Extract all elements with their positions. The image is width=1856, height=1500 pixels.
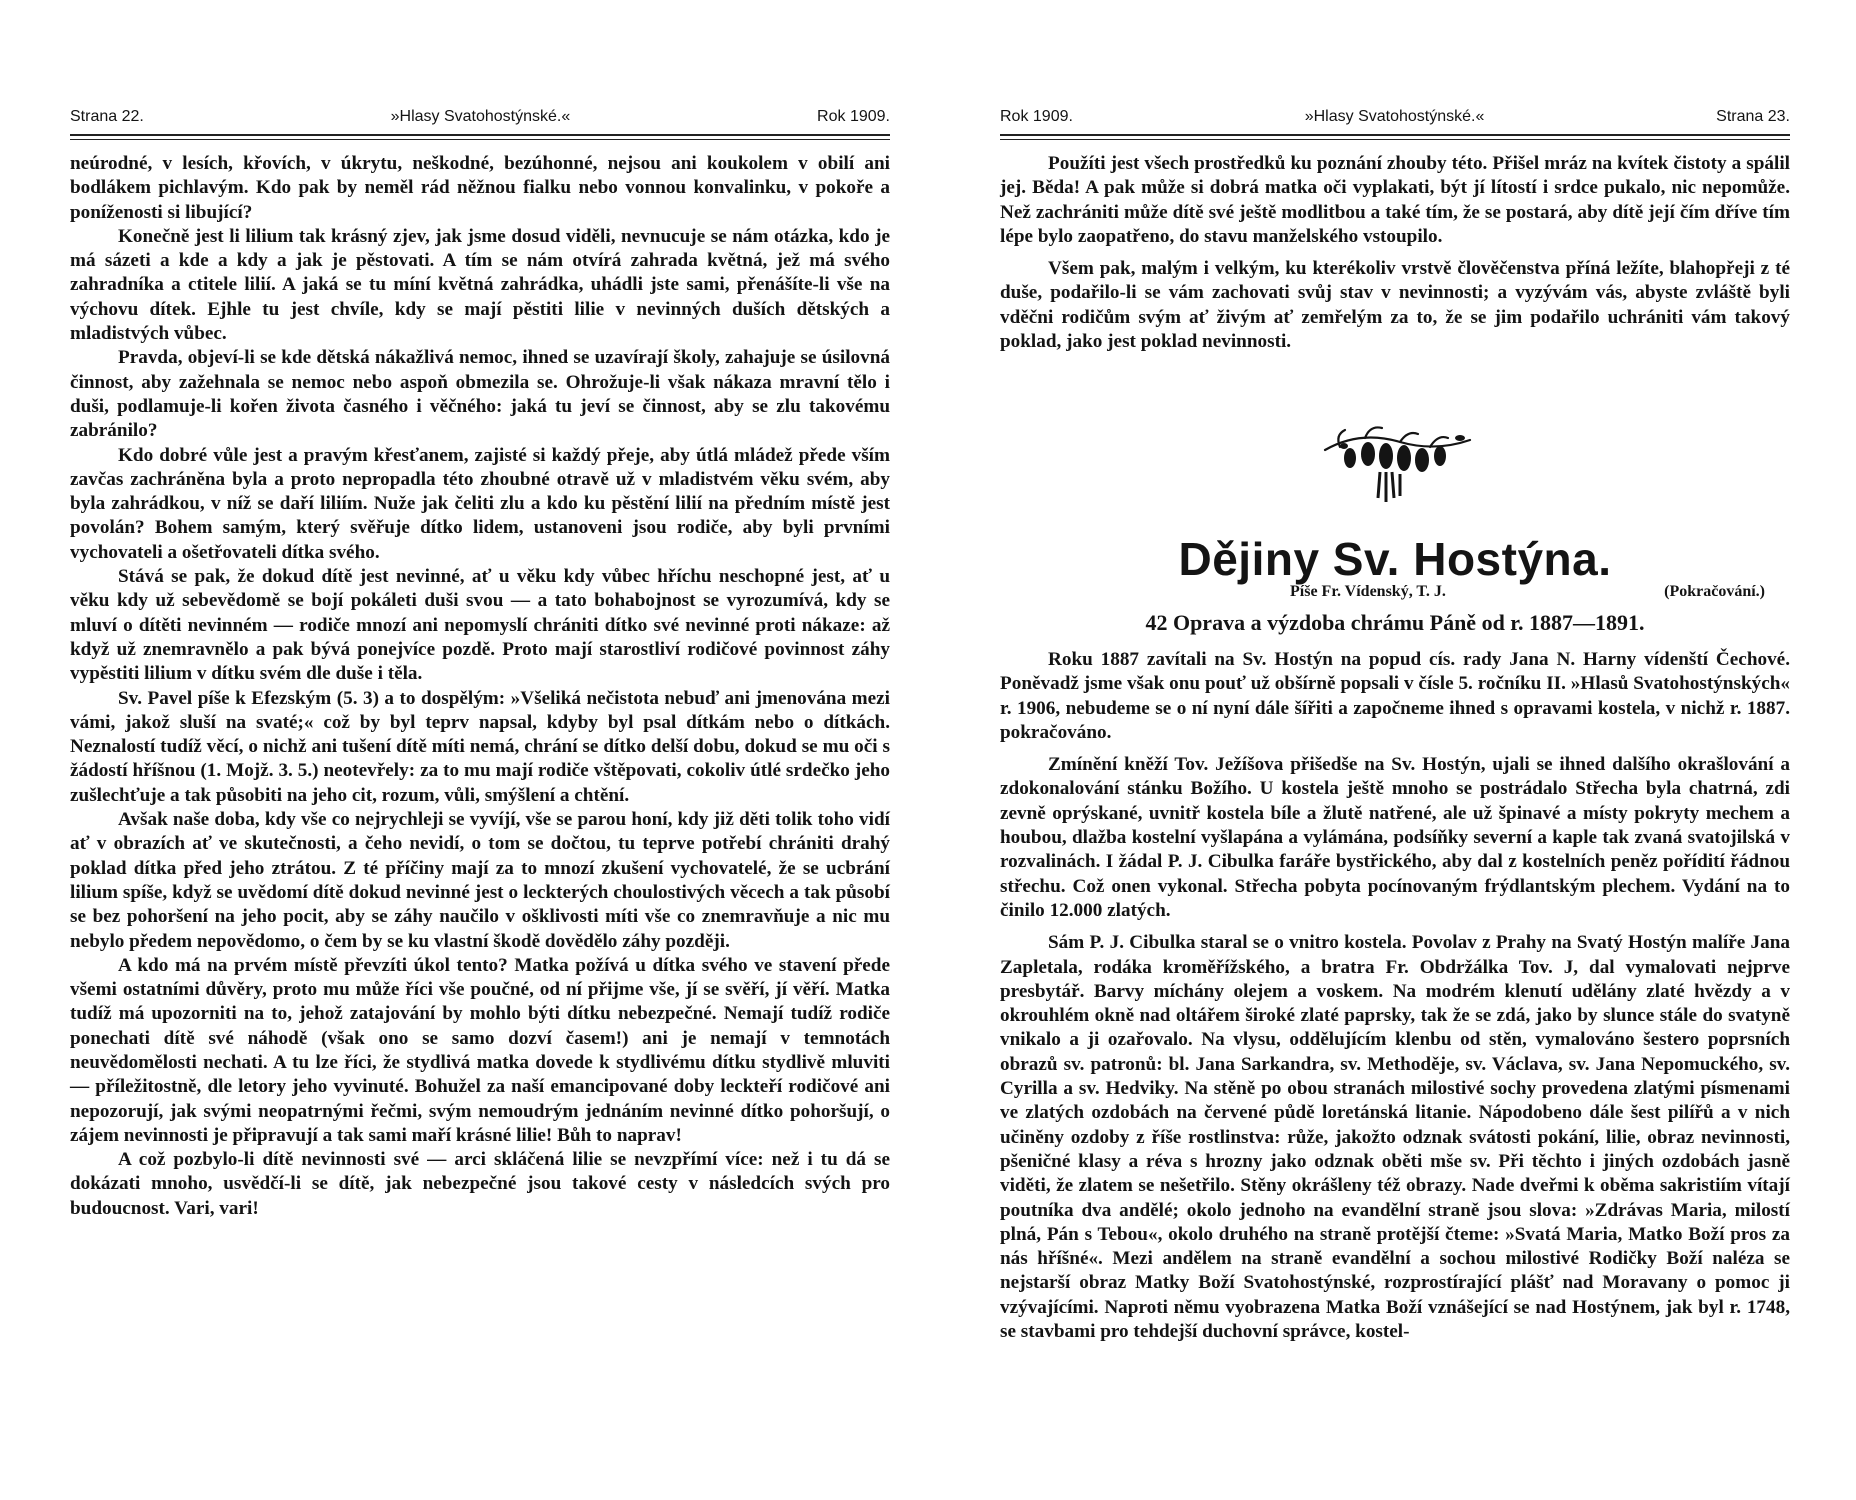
section-heading: 42 Oprava a výzdoba chrámu Páně od r. 1887—1891. (1145, 610, 1645, 635)
header-rule-thick-left (70, 134, 890, 136)
paragraph: Pravda, objeví-li se kde dětská nákažlivá nemoc, ihned se uzavírají školy, zahajuje se úsilovná činnost, aby zažehnala se nemoc nebo aspoň obmezila se. Ohrožuje-li však nákaza mravní tělo i duši, podlamuje-li kořen života časného i věčného: jaká tu jeví se činnost, aby se zlu takovému zabránilo? (70, 347, 890, 442)
article-body-text (1000, 648, 1790, 1344)
paragraph: Konečně jest li lilium tak krásný zjev, jak jsme dosud viděli, nevnucuje se nám otázka, kdo je má sázeti a kde a kdy a jak je pěstovati. A tím se nám otvírá zahrada květná, jež má svého zahradníka a ctitele lilií. A jaká se tu míní květná zahrádka, uhádli jste sami, přenášíte-li vše na výchovu dítek. Ejhle tu jest chvíle, kdy se mají pěstiti lilie v nevinných duších dětských a mladistvých vůbec. (70, 225, 890, 345)
journal-title-left: »Hlasy Svatohostýnské.« (390, 108, 571, 125)
paragraph: Kdo dobré vůle jest a pravým křesťanem, zajisté si každý přeje, aby útlá mládež přede vším zavčas zachráněna byla a proto nepropadla této zhoubné otravě už v mladistvém věku svém, aby byla zahrádkou, v níž se daří liliím. Nuže jak čeliti zlu a kdo ku pěstění lilií na předním místě jest povolán? Bohem samým, který svěřuje dítko lidem, ustanoveni jsou rodiče, aby byli prvními vychovateli a ošetřovateli dítka svého. (70, 444, 890, 563)
running-head-right (1000, 108, 1790, 126)
header-rule-thin-left (70, 139, 890, 140)
paragraph: A což pozbylo-li dítě nevinnosti své — arci skláčená lilie se nevzpřímí více: než i tu dá se dokázati mnoho, usvědčí-li se dítě, jak nebezpečné jsou takové cesty v následcích svých pro budoucnost. Vari, vari! (70, 1149, 890, 1219)
running-head-left (70, 108, 890, 126)
paragraph: Avšak naše doba, kdy vše co nejrychleji se vyvíjí, vše se parou honí, kdy již děti tolik toho vidí ať v obrazích ať ve skutečnosti, a čeho nevidí, o tom se dočtou, tu teprve potřebí chrániti drahý poklad dítka před jeho ztrátou. Z té příčiny mají za to mnozí zkušení vychovatelé, že se ucbrání lilium spíše, když se uvědomí dítě dokud nevinné jest o leckterých choulostivých věcech a tak působí se bez pohoršení na jeho pocit, aby se záhy naučilo v ošklivosti míti vše co znemravňuje a nic mu nebylo předem nepovědomo, o čem by se ku vlastní škodě dovědělo záhy později. (70, 809, 890, 952)
right-body-text (1000, 152, 1790, 354)
left-page (70, 0, 890, 1500)
header-rule-thick-right (1000, 134, 1790, 136)
paragraph: Použíti jest všech prostředků ku poznání zhouby této. Přišel mráz na kvítek čistoty a spálil jej. Běda! A pak může si dobrá matka oči vyplakati, být jí lítostí i srdce pukalo, nic nepomůže. Než zachrániti může dítě své ještě modlitbou a také tím, že se postará, aby dítě její čím dříve tím lépe bylo zaopatřeno, do stavu manželského vstoupilo. (1000, 153, 1790, 247)
paragraph: A kdo má na prvém místě převzíti úkol tento? Matka požívá u dítka svého ve stavení přede všemi ostatními důvěry, proto mu může říci vše poučné, od ní přijme vše, jí se svěří, jí věří. Matka tudíž má upozorniti na to, jehož zatajování by mohlo býti dítku nebezpečné. Nemají tudíž rodiče ponechati dítě své náhodě (však ono se samo dozví časem!) ani je nemají v temnotách neuvědomělosti nechati. A tu lze říci, že stydlivá matka dovede k stydlivému dítku stydlivě mluviti — příležitostně, dle letory jeho vyvinuté. Bohužel za naší emancipované doby leckteří rodičové ani nepozorují, jak svými neopatrnými řečmi, svým nemoudrým jednáním nevinné dítko pohoršují, o zájem nevinnosti je připravují a tak sami maří krásné lilie! Bůh to naprav! (70, 954, 890, 1146)
paragraph: Sv. Pavel píše k Efezským (5. 3) a to dospělým: »Všeliká nečistota nebuď ani jmenována mezi vámi, jakož sluší na svaté;« což by byl teprv napsal, kdyby byl psal dítkám nebo o dítkách. Neznalostí tudíž věcí, o nichž ani tušení dítě míti nemá, chrání se dítko delší dobu, dokud se mu oči s žádostí hříšnou (1. Mojž. 3. 5.) neotevřely: za to mu mají rodiče vštěpovati, cokoliv útlé srdečko jeho zušlechťuje a tak působiti na jeho cit, rozum, vůli, smýšlení a chtění. (70, 687, 890, 806)
header-rule-thin-right (1000, 139, 1790, 140)
floral-ornament-icon (1320, 420, 1480, 510)
paragraph: Zmínění kněží Tov. Ježíšova přišedše na Sv. Hostýn, ujali se ihned dalšího okrašlování a zdokonalování stánku Božího. U kostela ještě mnoho se postrádalo Střecha byla chatrná, zdi zevně oprýskané, uvnitř kostela bíle a žlutě natřené, ale už špinavé a místy pokryty mechem a houbou, dlažba kostelní vyšlapána a vylámána, podsíňky severní a kaple tak zvaná svatojilská v rozvalinách. I žádal P. J. Cibulka faráře bystřického, aby dal z kostelních peněz pořídití řádnou střechu. Což onen vykonal. Střecha pobyta pocínovaným frýdlantským plechem. Vydání na to činilo 12.000 zlatých. (1000, 754, 1790, 921)
paragraph: Roku 1887 zavítali na Sv. Hostýn na popud cís. rady Jana N. Harny vídenští Čechové. Poněvadž jsme však onu pouť už obšírně popsali v čísle 5. ročníku II. »Hlasů Svatohostýnských« r. 1906, nebudeme se o ní nyní dále šířiti a započneme ihned s opravami kostela, v nichž r. 1887. pokračováno. (1000, 649, 1790, 743)
page-number-left: Strana 22. (70, 108, 144, 125)
year-left: Rok 1909. (817, 108, 890, 125)
article-byline: Píše Fr. Vídenský, T. J. (1290, 583, 1446, 600)
paragraph: Stává se pak, že dokud dítě jest nevinné, ať u věku kdy vůbec hříchu neschopné jest, ať u věku kdy už sebevědomě se bojí pokáleti duši svou — a tato bohabojnost se vyrozumívá, kdy se mluví o dítěti nevinném — rodiče mnozí ani nepomyslí chrániti dítko své nevinné proti nákaze: až když už znemravnělo a pak bývá ponejvíce pozdě. Proto mají starostliví rodičové povinnost záhy vypěstiti lilium v dítku svém dle duše i těla. (70, 566, 890, 685)
page-number-right: Strana 23. (1716, 108, 1790, 125)
paragraph: neúrodné, v lesích, křovích, v úkrytu, neškodné, bezúhonné, nejsou ani koukolem v obilí ani bodlákem pichlavým. Kdo pak by neměl rád něžnou fialku nebo vonnou konvalinku, v pokoře a poníženosti si libující? (70, 153, 890, 223)
paragraph: Sám P. J. Cibulka staral se o vnitro kostela. Povolav z Prahy na Svatý Hostýn malíře Jana Zapletala, rodáka kroměřížského, a bratra Fr. Obdržálka Tov. J, dal vymalovati nejprve presbytář. Barvy míchány olejem a voskem. Na modrém klenutí udělány zlaté hvězdy a v okrouhlém okně nad oltářem široké zlaté paprsky, tak že se zdá, jako by slunce stále do svatyně vnikalo a ji ozařovalo. Na vlysu, oddělujícím klenbu od stěn, vymalováno šestero poprsních obrazů sv. patronů: bl. Jana Sarkandra, sv. Methoděje, sv. Václava, sv. Jana Nepomuckého, sv. Cyrilla a sv. Hedviky. Na stěně po obou stranách milostivé sochy provedena zlatými písmenami ve zlatých ozdobách na červené půdě loretánská litanie. Nápodobeno dále šest pilířů a v nich učiněny ozdoby z říše rostlinstva: růže, jakožto odznak svátosti pokání, lilie, obraz nevinnosti, pšeničné klasy a réva s hrozny jako odznak oběti mše sv. Při těchto i jiných ozdobách jasně viděti, že zlatem se nešetřilo. Stěny okrášleny též obrazy. Nade dveřmi k oběma sakristiím vítají poutníka dva andělé; okolo jednoho na evandělní straně jsou slova: »Zdrávas Maria, milostí plná, Pán s Tebou«, okolo druhého na straně protější čteme: »Svatá Maria, Matko Boží pros za nás hříšné«. Mezi andělem na straně evandělní a sochou milostivé Rodičky Boží naléza se nejstarší obraz Matky Boží Svatohostýnské, rozprostírající plášť nad Moravany o pomoc ji vzývajícími. Naproti němu vyobrazena Matka Boží vznášející se nad Hostýnem, jak byl r. 1748, se stavbami pro tehdejší duchovní správce, kostel- (1000, 932, 1790, 1343)
right-page (1000, 0, 1790, 1500)
left-body-text (70, 152, 890, 1221)
continued-note: (Pokračování.) (1664, 583, 1765, 600)
journal-title-right: »Hlasy Svatohostýnské.« (1304, 108, 1485, 125)
year-right: Rok 1909. (1000, 108, 1073, 125)
article-title: Dějiny Sv. Hostýna. (1178, 533, 1612, 585)
paragraph: Všem pak, malým i velkým, ku kterékoliv vrstvě člověčenstva příná ležíte, blahopřeji z té duše, podařilo-li se vám zachovati svůj stav v nevinnosti; a vyzývám vás, abyste zvláště byli vděčni rodičům svým ať živým ať zemřelým za to, že se jim podařilo uchrániti vám takový poklad, jako jest poklad nevinnosti. (1000, 258, 1790, 353)
